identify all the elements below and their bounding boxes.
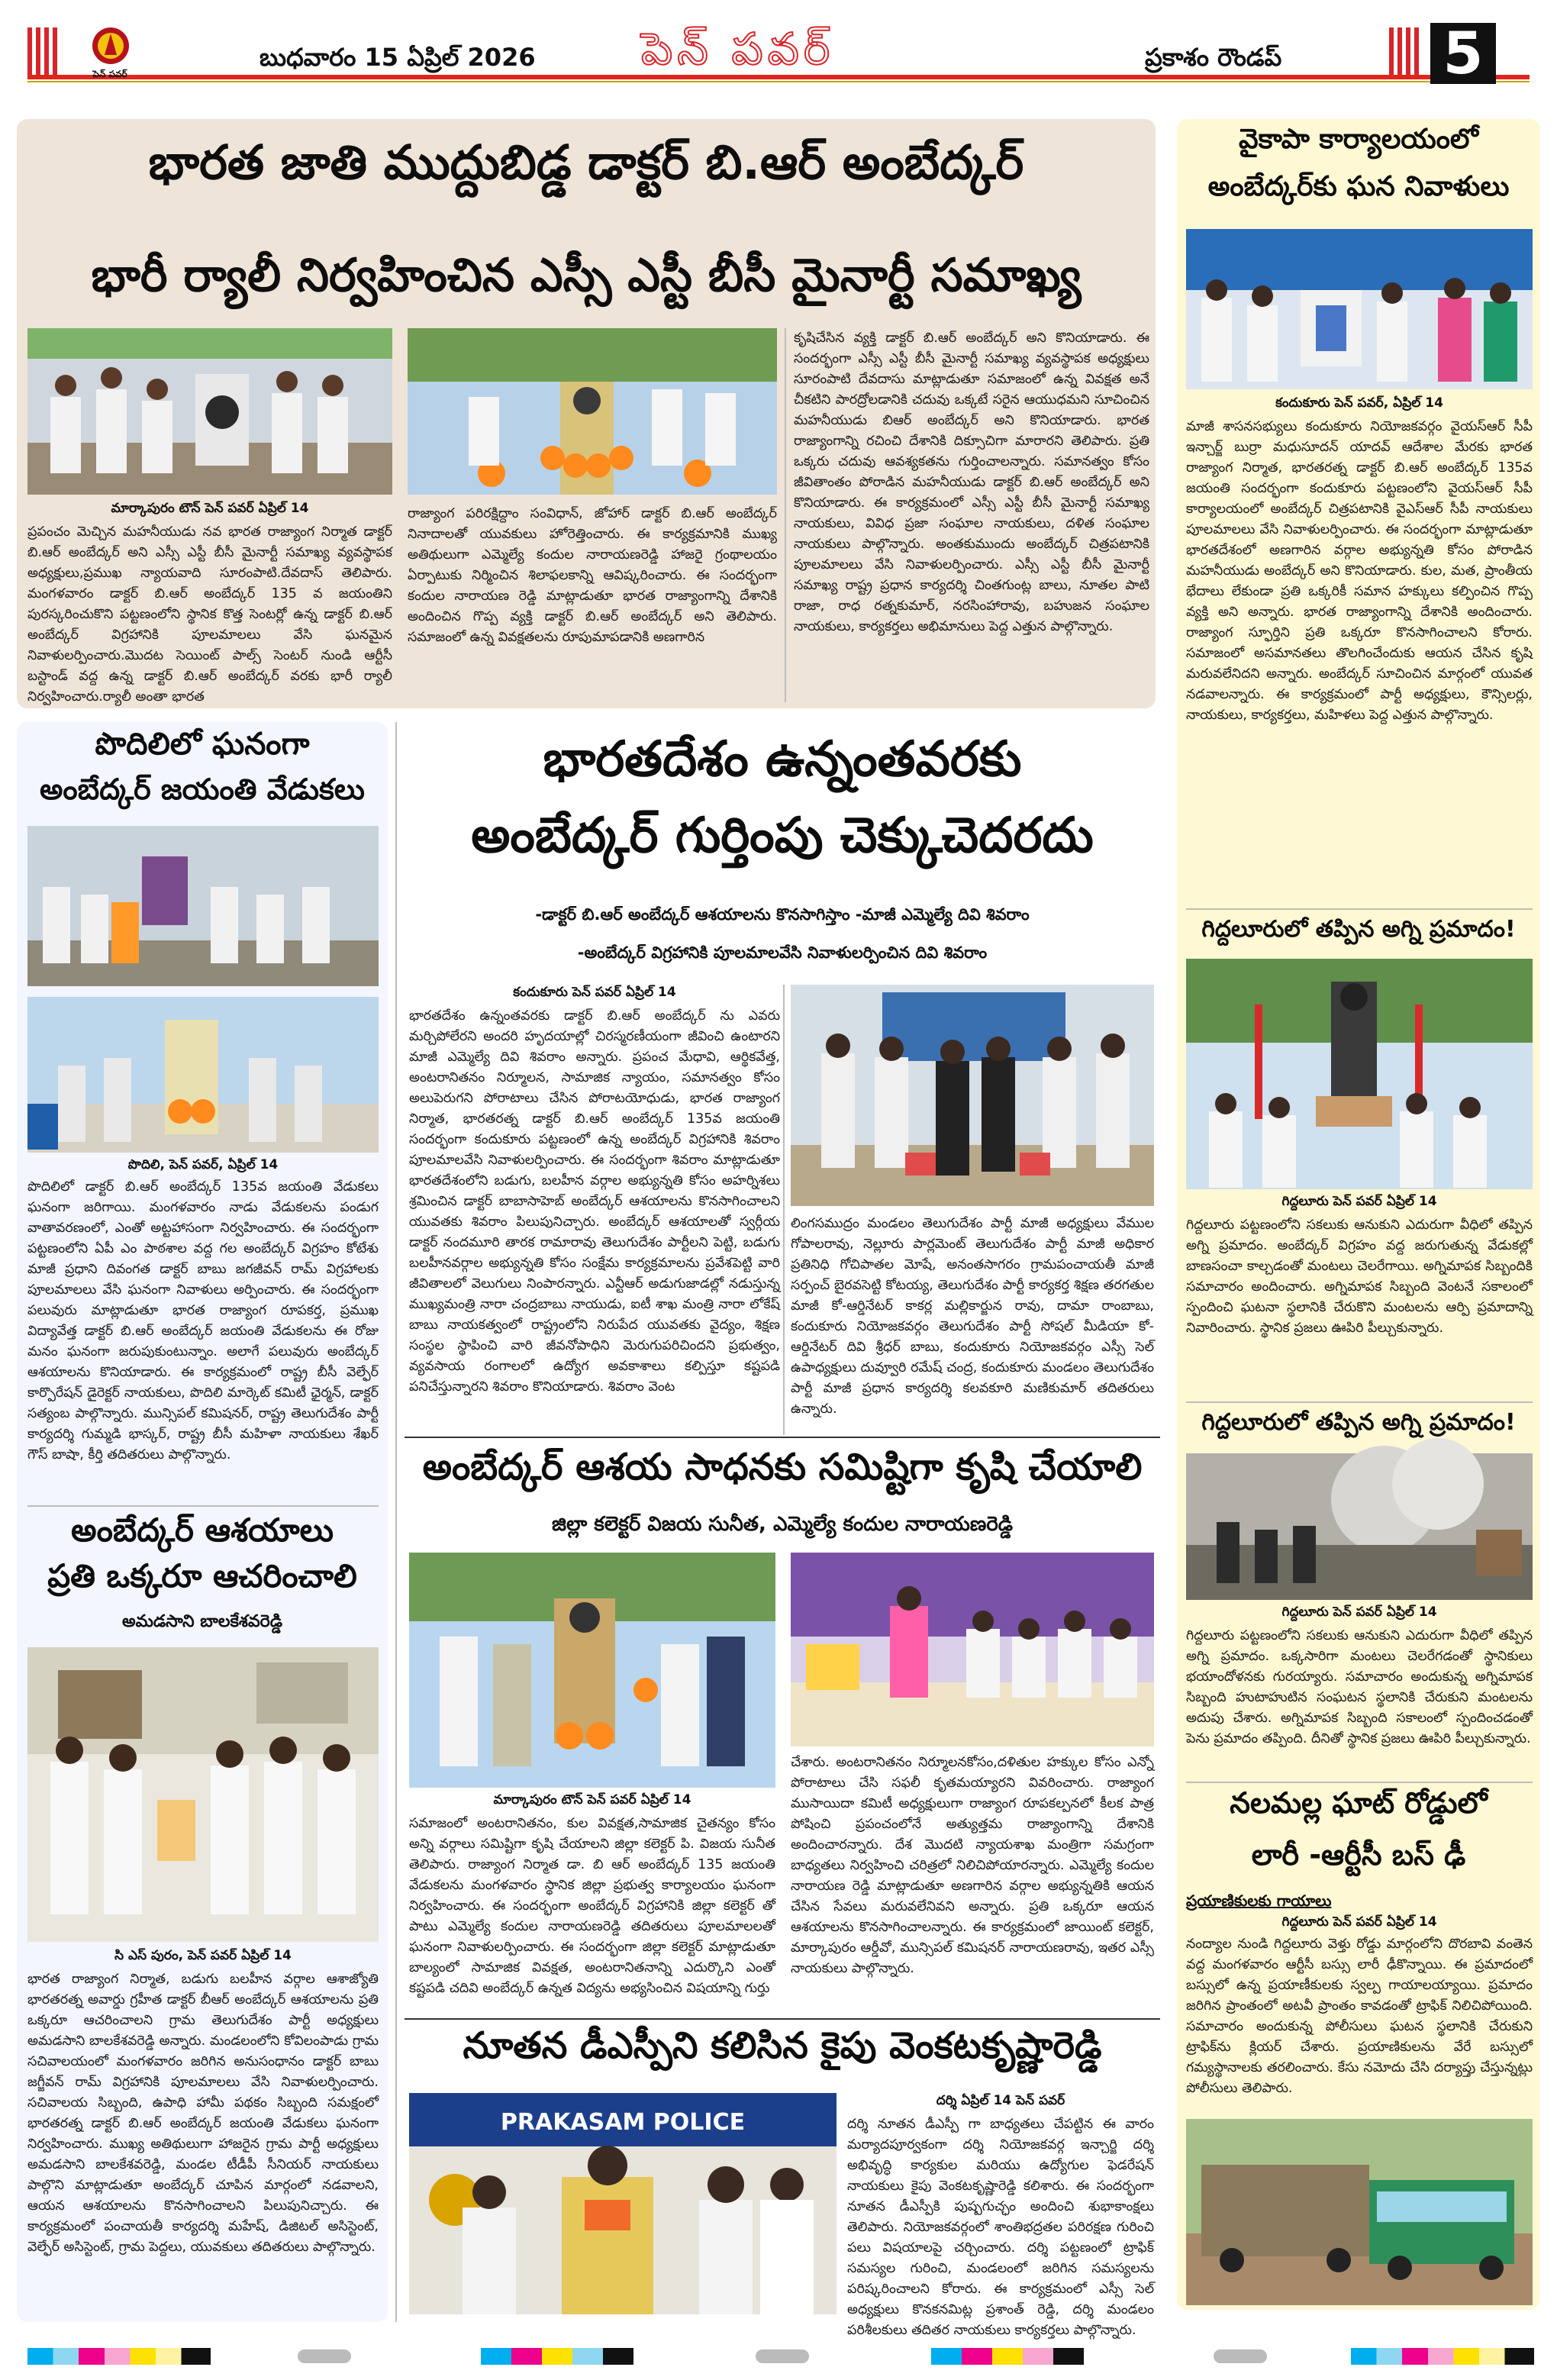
- right-divider-1: [1186, 908, 1533, 910]
- right1-headline-line2: అంబేద్కర్‌కు ఘన నివాళులు: [1207, 171, 1510, 202]
- right4-caption: గిద్దలూరు పెన్ పవర్ ఏప్రిల్ 14: [1281, 1914, 1437, 1930]
- center2-headline: అంబేద్కర్ ఆశయ సాధనకు సమిష్టిగా కృషి చేయాలి: [422, 1446, 1143, 1488]
- right1-photo-caption: కందుకూరు పెన్ పవర్, ఏప్రిల్ 14: [1275, 395, 1443, 411]
- logo-caption: పెన్ పవర్: [92, 69, 127, 79]
- right3-body: గిద్దలూరు పట్టణంలోని సకలుకు ఆనుకుని ఎదురుగా వీధిలో తప్పిన అగ్ని ప్రమాదం. ఒక్కసారిగా మంటలు చెలరేగడంతో స్థానికులు భయాందోళనకు గురయ్యారు. సమాచారం అందుకున్న అగ్నిమాపక సిబ్బంది హుటాహుటిన సంఘటన స్థలానికి చేరుకుని మంటలను అదుపు చేశారు. అగ్నిమాపక సిబ్బంది సకాలంలో స్పందించడంతో పెను ప్రమాదం తప్పింది. దీనితో స్థానిక ప్రజలు ఊపిరి పీల్చుకున్నారు.: [1186, 1628, 1533, 1746]
- center2-photo-statue: [409, 1553, 775, 1788]
- center1-photo: [791, 985, 1154, 1206]
- right1-photo: [1186, 229, 1533, 389]
- center3-body: దర్శి నూతన డీఎస్పీ గా బాధ్యతలు చేపట్టిన ఈ వారం మర్యాదపూర్వకంగా దర్శి నియోజకవర్గ ఇన్చార్జి దర్శి అభివృద్ధి కార్యకుల మరియు ఉద్యోగుల ఫెడరేషన్ నాయకులు కైపు వెంకటకృష్ణారెడ్డి కలిశారు. ఈ సందర్భంగా నూతన డీఎస్పీకి పుష్పగుచ్ఛం అందించి శుభాకాంక్షలు తెలిపారు. నియోజకవర్గంలో శాంతిభద్రతల పరిరక్షణ గురించి పలు విషయాలపై చర్చించారు. దర్శి పట్టణంలో ట్రాఫిక్ సమస్యల గురించి, మండలంలో జరిగిన సమస్యలను పరిష్కరించాలని కోరారు. ఈ కార్యక్రమంలో ఎస్సీ సెల్ అధ్యక్షులు కొనకనమిట్ల ప్రశాంత్ రెడ్డి, దర్శి మండలం పరిశీలకులు తదితర నాయకులు కార్యకర్తలు పాల్గొన్నారు.: [847, 2117, 1154, 2338]
- lead-headline-line2: భారీ ర్యాలీ నిర్వహించిన ఎస్సీ ఎస్టీ బీసీ మైనార్టీ సమాఖ్య: [91, 249, 1082, 302]
- center2-body-col1: సమాజంలో అంటరానితనం, కుల వివక్షత,సామాజిక చైతన్యం కోసం అన్ని వర్గాలు సమిష్టిగా కృషి చేయాలని జిల్లా కలెక్టర్ పి. విజయ సునీత తెలిపారు. రాజ్యాంగ నిర్మాత డా. బి ఆర్ అంబేద్కర్ 135 జయంతి వేడుకలను మంగళవారం స్థానిక జిల్లా ప్రభుత్వ కార్యాలయం ఘనంగా నిర్వహించారు. ఈ సందర్భంగా అంబేద్కర్ విగ్రహానికి జిల్లా కలెక్టర్ తో పాటు ఎమ్మెల్యే కందుల నారాయణరెడ్డి తదితరులు పూలమాలలతో ఘనంగా నివాళులర్పించారు. ఈ సందర్భంగా జిల్లా కలెక్టర్ మాట్లాడుతూ బాల్యంలో సామాజిక వివక్షత, అంటరానితనాన్ని ఎదుర్కొని ఎంతో కష్టపడి చదివి అంబేద్కర్ ఉన్నత విద్యను అభ్యసించిన విషయాన్ని గుర్తు: [409, 1816, 775, 1996]
- left2-photo-caption: సి ఎస్ పురం, పెన్ పవర్ ఏప్రిల్ 14: [114, 1948, 292, 1963]
- left2-headline-line2: ప్రతి ఒక్కరూ ఆచరించాలి: [47, 1557, 357, 1595]
- right4-sub: ప్రయాణికులకు గాయాలు: [1186, 1891, 1332, 1910]
- masthead-title: పెన్ పవర్: [641, 23, 835, 75]
- left1-headline-line1: పొదిలిలో ఘనంగా: [95, 727, 310, 762]
- left2-body: భారత రాజ్యాంగ నిర్మాత, బడుగు బలహీన వర్గాల ఆశాజ్యోతి భారతరత్న అవార్డు గ్రహీత డాక్టర్ బీఆర్ అంబేద్కర్ ఆశయాలను ప్రతి ఒక్కరూ ఆచరించాలని గ్రామ తెలుగుదేశం పార్టీ అధ్యక్షులు అమడసాని బాలకేశవరెడ్డి అన్నారు. మండలంలోని కోవిలంపాడు గ్రామ సచివాలయంలో మంగళవారం జరిగిన అనుసంధానం డాక్టర్ బాబు జగ్జీవన్ రామ్ విగ్రహానికి పూలమాలలు వేసి నివాళులర్పించారు. సచివాలయ సిబ్బంది, ఉపాధి హామీ పథకం సిబ్బంది సమక్షంలో భారతరత్న డాక్టర్ బి.ఆర్ అంబేద్కర్ జయంతి వేడుకలు ఘనంగా నిర్వహించారు. ముఖ్య అతిథులుగా హాజరైన గ్రామ పార్టీ అధ్యక్షులు అమడసాని బాలకేశవరెడ్డి, మండల టీడీపీ సీనియర్ నాయకులు పాల్గొని మాట్లాడుతూ అంబేద్కర్ చూపిన మార్గంలో నడవాలని, ఆయన ఆశయాలను కొనసాగించాలని పిలుపునిచ్చారు. ఈ కార్యక్రమంలో పంచాయతీ కార్యదర్శి మహేష్, డిజిటల్ అసిస్టెంట్, వెల్ఫేర్ అసిస్టెంట్, గ్రామ పెద్దలు, యువకులు తదితరులు పాల్గొన్నారు.: [27, 1972, 379, 2255]
- center3-photo: [409, 2093, 837, 2314]
- center2-photo-stage: [791, 1553, 1154, 1746]
- right4-body: నంద్యాల నుండి గిద్దలూరు వెళ్తు రోడ్డు మార్గంలోని దొరబావి వంతెన వద్ద మంగళవారం ఆర్టీసీ బస్సు లారీ ఢీకొన్నాయి. ఈ ప్రమాదంలో బస్సులో ఉన్న ప్రయాణీకులకు స్వల్ప గాయాలయ్యాయి. ప్రమాదం జరిగిన ప్రాంతంలో అటవీ ప్రాంతం కావడంతో ట్రాఫిక్ నిలిచిపోయింది. సమాచారం అందుకున్న పోలీసులు ఘటన స్థలానికి చేరుకుని ట్రాఫిక్‌ను క్లియర్ చేశారు. ప్రయాణికులను వేరే బస్సులో గమ్యస్థానాలకు తరలించారు. కేసు నమోదు చేసి దర్యాప్తు చేస్తున్నట్లు పోలీసులు తెలిపారు.: [1186, 1937, 1533, 2096]
- right4-headline-line2: లారీ -ఆర్టీసీ బస్ ఢీ: [1251, 1838, 1466, 1872]
- lead-photo-caption: మార్కాపురం టౌన్ పెన్ పవర్ ఏప్రిల్ 14: [111, 501, 309, 516]
- column-divider-center: [783, 985, 785, 1435]
- center1-caption: కందుకూరు పెన్ పవర్ ఏప్రిల్ 14: [513, 985, 676, 1000]
- column-divider-left: [395, 722, 397, 2322]
- lead-photo-rally: [27, 328, 392, 495]
- center1-body-col2: లింగసముద్రం మండలం తెలుగుదేశం పార్టీ మాజీ అధ్యక్షులు వేముల గోపాలరావు, నెల్లూరు పార్లమెంట్ తెలుగుదేశం పార్టీ మాజీ అధికార ప్రతినిధి గోచిపాతల మోషే, అనంతసాగరం గ్రామపంచాయతీ మాజీ సర్పంచ్ బైరవసెట్టి కోటయ్య, తెలుగుదేశం పార్టీ కార్యకర్త శిక్షణ తరగతుల మాజీ కో-ఆర్డినేటర్ కాకర్ల మల్లికార్జున రావు, దామా రాంబాబు, కందుకూరు నియోజకవర్గం తెలుగుదేశం పార్టీ సోషల్ మీడియా కో-ఆర్డినేటర్ దివి శ్రీధర్ బాబు, కందుకూరు నియోజకవర్గం ఎస్సీ సెల్ ఉపాధ్యక్షులు దువ్వూరి రమేష్ చంద్ర, కందుకూరు మండలం తెలుగుదేశం పార్టీ మాజీ ప్రధాన కార్యదర్శి కలవకూరి మణికుమార్ తదితరులు ఉన్నారు.: [791, 1216, 1154, 1417]
- left1-photo-caption: పొదిలి, పెన్ పవర్, ఏప్రిల్ 14: [127, 1157, 279, 1172]
- right4-headline-line1: నలమల్ల ఘాట్ రోడ్డులో: [1230, 1786, 1488, 1820]
- center1-headline-line1: భారతదేశం ఉన్నంతవరకు: [543, 731, 1022, 788]
- center3-headline: నూతన డీఎస్పీని కలిసిన కైపు వెంకటకృష్ణారెడ్డి: [463, 2024, 1102, 2067]
- center1-body-col1: భారతదేశం ఉన్నంతవరకు డాక్టర్ బి.ఆర్ అంబేద్కర్ ను ఎవరు మర్చిపోలేరని అందరి హృదయాల్లో చిరస్మరణీయంగా జీవించి ఉంటారని మాజీ ఎమ్మెల్యే దివి శివరాం అన్నారు. ప్రపంచ మేధావి, ఆర్థికవేత్త, అంటరానితనం నిర్మూలన, సామాజిక న్యాయం, సమానత్వం కోసం అలుపెరుగని పోరాటాలు చేసిన పోరాటయోధుడు, భారత రాజ్యాంగ నిర్మాత, భారతరత్న డాక్టర్ బి.ఆర్ అంబేద్కర్ 135వ జయంతి సందర్భంగా కందుకూరు పట్టణంలో ఉన్న అంబేద్కర్ విగ్రహానికి శివరాం పూలమాలవేసి నివాళులర్పించారు. ఈ సందర్భంగా శివరాం మాట్లాడుతూ భారతదేశంలోని బడుగు, బలహీన వర్గాల అభ్యున్నతి కోసం అహర్నిశలు శ్రమించిన డాక్టర్ బాబాసాహెబ్ అంబేద్కర్ ఆశయాలను కొనసాగించాలని యువతకు శివరాం పిలుపునిచ్చారు. అంబేద్కర్ ఆశయాలతో స్వర్గీయ డాక్టర్ నందమూరి తారక రామారావు తెలుగుదేశం పార్టీలని పెట్టి, బడుగు బలహీనవర్గాల అభ్యున్నతి కోసం సంక్షేమ కార్యక్రమాలను ప్రవేశపెట్టి వారి జీవితాలలో వెలుగులు నింపారన్నారు. ఎన్టీఆర్ అడుగుజాడల్లో నడుస్తున్న ముఖ్యమంత్రి నారా చంద్రబాబు నాయుడు, ఐటీ శాఖ మంత్రి నారా లోకేష్ బాబు నాయకత్వంలో రాష్ట్రంలోని నిరుపేద యువతకు వైద్యం, శిక్షణ సంస్థల స్థాపించి వారి జీవనోపాధిని మెరుగుపరిచిందని ప్రభుత్వం, వ్యవసాయ రంగాలలో ఉద్యోగ అవకాశాలు కల్పిస్తూ కష్టపడి పనిచేస్తున్నారని శివరాం కొనియాడారు. శివరాం వెంట: [409, 1008, 780, 1395]
- center1-sub1: -డాక్టర్ బి.ఆర్ అంబేద్కర్ ఆశయాలను కొనసాగిస్తాం -మాజీ ఎమ్మెల్యే దివి శివరాం: [535, 905, 1030, 924]
- registration-marks-right: [1351, 2348, 1534, 2365]
- right3-photo-caption: గిద్దలూరు పెన్ పవర్ ఏప్రిల్ 14: [1281, 1604, 1437, 1620]
- registration-dot-2: [756, 2349, 809, 2363]
- right2-body: గిద్దలూరు పట్టణంలోని సకలుకు ఆనుకుని ఎదురుగా వీధిలో తప్పిన అగ్ని ప్రమాదం. అంబేద్కర్ విగ్రహం వద్ద జరుగుతున్న వేడుకల్లో బాణసంచా కాల్చడంతో మంటలు చెలరేగాయి. అగ్నిమాపక సిబ్బందికి సమాచారం అందించారు. అగ్నిమాపక సిబ్బంది వెంటనే సకాలంలో స్పందించి ఘటనా స్థలానికి చేరుకొని మంటలను ఆర్పి ప్రమాదాన్ని నివారించారు. స్థానిక ప్రజలు ఊపిరి పీల్చుకున్నారు.: [1186, 1217, 1533, 1336]
- right-divider-2: [1186, 1401, 1533, 1403]
- right1-headline-line1: వైకాపా కార్యాలయంలో: [1239, 124, 1478, 155]
- right4-photo: [1186, 2119, 1533, 2305]
- right1-body: మాజీ శాసనసభ్యులు కందుకూరు నియోజకవర్గం వైయస్ఆర్ సీపీ ఇన్చార్జ్ బుర్రా మధుసూదన్ యాదవ్ ఆదేశాల మేరకు భారత రాజ్యాంగ నిర్మాత, భారతరత్న డాక్టర్ బి.ఆర్ అంబేద్కర్ 135వ జయంతి సందర్భంగా కందుకూరు పట్టణంలోని వైయస్ఆర్ సీపీ కార్యాలయంలో అంబేద్కర్ చిత్రపటానికి వైఎస్ఆర్ సీపీ నాయకులు పూలమాలలు వేసి నివాళులర్పించారు. ఈ సందర్భంగా మాట్లాడుతూ భారతదేశంలో అణగారిన వర్గాల అభ్యున్నతి కోసం పోరాడిన మహనీయుడు అంబేద్కర్ అని కొనియాడారు. కుల, మత, ప్రాంతీయ భేదాలు లేకుండా ప్రతి ఒక్కరికీ సమాన హక్కులు కల్పించిన గొప్ప వ్యక్తి అని అన్నారు. భారత రాజ్యాంగాన్ని దేశానికి అందించారు. రాజ్యాంగ స్ఫూర్తిని ప్రతి ఒక్కరూ కొనసాగించాలని కోరారు. సమాజంలో అసమానతలు తొలగించేందుకు ఆయన చేసిన కృషి మరువలేనిదని అన్నారు. అంబేద్కర్ సూచించిన మార్గంలో యువత నడవాలన్నారు. ఈ కార్యక్రమంలో పార్టీ అధ్యక్షులు, కౌన్సిలర్లు, నాయకులు, కార్యకర్తలు, మహిళలు పెద్ద ఎత్తున పాల్గొన్నారు.: [1186, 419, 1533, 723]
- center2-photo-caption: మార్కాపురం టౌన్ పెన్ పవర్ ఏప్రిల్ 14: [493, 1792, 691, 1808]
- right3-photo: [1186, 1453, 1533, 1600]
- issue-date: బుధవారం 15 ఏప్రిల్ 2026: [260, 43, 536, 72]
- header-stripes-right: [1389, 27, 1420, 76]
- center1-sub2: -అంబేద్కర్ విగ్రహానికి పూలమాలవేసి నివాళులర్పించిన దివి శివరాం: [577, 943, 988, 962]
- center-separator-1: [405, 1437, 1160, 1438]
- right2-photo-caption: గిద్దలూరు పెన్ పవర్ ఏప్రిల్ 14: [1281, 1194, 1437, 1209]
- registration-marks-center2: [931, 2348, 1084, 2365]
- lead-body-col1: ప్రపంచం మెచ్చిన మహనీయుడు నవ భారత రాజ్యాంగ నిర్మాత డాక్టర్ బి.ఆర్ అంబేద్కర్ అని ఎస్సీ ఎస్టీ బీసీ మైనార్టీ సమాఖ్య వ్యవస్థాపక అధ్యక్షులు,ప్రముఖ న్యాయవాది సూరంపాటి.దేవదాస్ తెలిపారు. మంగళవారం డాక్టర్ బి.ఆర్ అంబేద్కర్ 135 వ జయంతిని పురస్కరించుకొని పట్టణంలోని స్థానిక కొత్త సెంటర్లో ఉన్న డాక్టర్ బి.ఆర్ అంబేద్కర్ విగ్రహానికి పూలమాలలు వేసి ఘనమైన నివాళులర్పించారు.మొదట సెయింట్ పాల్స్ సెంటర్ నుండి ఆర్టీసీ బస్టాండ్ వద్ద ఉన్న డాక్టర్ బి.ఆర్ అంబేద్కర్ వరకు భారీ ర్యాలీ నిర్వహించారు.ర్యాలీ అంతా భారత: [27, 524, 392, 705]
- left1-headline-line2: అంబేద్కర్ జయంతి వేడుకలు: [40, 772, 365, 806]
- center-separator-2: [405, 2018, 1160, 2020]
- left1-photo-top: [27, 826, 379, 986]
- lead-body-col3: కృషిచేసిన వ్యక్తి డాక్టర్ బి.ఆర్ అంబేద్కర్ అని కొనియాడారు. ఈ సందర్భంగా ఎస్సీ ఎస్టీ బీసీ మైనార్టీ సమాఖ్య వ్యవస్థాపక అధ్యక్షులు సూరంపాటి దేవదాసు మాట్లాడుతూ సమాజంలో ఉన్న వివక్షత అనే చీకటిని పారద్రోలడానికి చదువు ఒక్కటే సరైన ఆయుధమని సూచించిన మహనీయుడు బిఆర్ అంబేద్కర్ అని కొనియాడారు. భారత రాజ్యాంగాన్ని రచించి దేశానికి దిక్సూచిగా మారారని తెలిపారు. ప్రతి ఒక్కరు చదువు ఆవశ్యకతను గుర్తించాలన్నారు. సమానత్వం కోసం జీవితాంతం పోరాడిన మహనీయుడు డాక్టర్ బి.ఆర్ అంబేద్కర్ అని కొనియాడారు. ఈ కార్యక్రమంలో ఎస్సీ ఎస్టీ బీసీ మైనార్టీ సమాఖ్య నాయకులు, వివిధ ప్రజా సంఘాల నాయకులు, దళిత సంఘాల నాయకులు పాల్గొన్నారు. అంతకుముందు అంబేద్కర్ చిత్రపటానికి పూలమాలలు వేసి నివాళులర్పించారు. ఎస్సీ ఎస్టీ బీసీ మైనార్టీ సమాఖ్య రాష్ట్ర ప్రధాన కార్యదర్శి చింతగుంట్ల బాలు, నూతల పాటి రాజా, రాధ రత్నకుమార్, నరసింహారావు, బహుజన సంఘాల నాయకులు, కార్యకర్తలు అభిమానులు పెద్ద ఎత్తున పాల్గొన్నారు.: [794, 331, 1149, 634]
- registration-dot-3: [1214, 2349, 1267, 2363]
- lead-body-col2: రాజ్యాంగ పరిరక్షిద్దాం సంవిధాన్, జోహార్ డాక్టర్ బి.ఆర్ అంబేద్కర్ నినాదాలతో యువకులు హోరెత్తించారు. ఈ కార్యక్రమానికి ముఖ్య అతిథులుగా ఎమ్మెల్యే కందుల నారాయణరెడ్డి హాజరై గ్రంథాలయం ఏర్పాటుకు నిర్మించిన శిలాఫలకాన్ని ఆవిష్కరించారు. ఈ సందర్భంగా కందుల నారాయణ రెడ్డి మాట్లాడుతూ భారత రాజ్యాంగాన్ని దేశానికి అందించిన గొప్ప వ్యక్తి డాక్టర్ బి.ఆర్ అంబేద్కర్ అని తెలిపారు. సమాజంలో ఉన్న వివక్షతలను రూపుమాపడానికి అణగారిన: [408, 506, 777, 645]
- registration-marks-left: [27, 2348, 211, 2365]
- center2-sub: జిల్లా కలెక్టర్ విజయ సునీత, ఎమ్మెల్యే కందుల నారాయణరెడ్డి: [552, 1513, 1013, 1536]
- center1-headline-line2: అంబేద్కర్ గుర్తింపు చెక్కుచెదరదు: [471, 808, 1094, 864]
- right-divider-3: [1186, 1782, 1533, 1783]
- left2-photo: [27, 1647, 379, 1942]
- lead-headline-line1: భారత జాతి ముద్దుబిడ్డ డాక్టర్ బి.ఆర్ అంబేద్కర్: [148, 134, 1024, 190]
- header-stripes-left: [27, 27, 58, 76]
- section-name: ప్రకాశం రౌండప్: [1145, 43, 1282, 72]
- right2-headline: గిద్దలూరులో తప్పిన అగ్ని ప్రమాదం!: [1201, 916, 1516, 943]
- lead-photo-statue: [408, 328, 777, 495]
- column-divider-lead: [785, 328, 786, 702]
- center2-body-col2: చేశారు. అంటరానితనం నిర్మూలనకోసం,దళితుల హక్కుల కోసం ఎన్నో పోరాటాలు చేసి సఫలీ కృతమయ్యారని వివరించారు. రాజ్యాంగ ముసాయిదా కమిటీ అధ్యక్షులుగా రాజ్యాంగ రూపకల్పనలో కీలక పాత్ర పోషించి ప్రపంచంలోనే అత్యుత్తమ రాజ్యాంగాన్ని దేశానికి అందించారన్నారు. దేశ మొదటి న్యాయశాఖ మంత్రిగా సమగ్రంగా బాధ్యతలు నిర్వహించి చరిత్రలో నిలిచిపోయారన్నారు. ఎమ్మెల్యే కందుల నారాయణ రెడ్డి మాట్లాడుతూ అణగారిన వర్గాల అభ్యున్నతికి ఆయన చేసిన సేవలు మరువలేనివని అన్నారు. ప్రతి ఒక్కరూ ఆయన ఆశయాలను కొనసాగించాలన్నారు. ఈ కార్యక్రమంలో జాయింట్ కలెక్టర్, మార్కాపురం ఆర్డీవో, మున్సిపల్ కమిషనర్ నారాయణరావు, ఇతర ఎస్సీ నాయకులు పాల్గొన్నారు.: [791, 1755, 1154, 1976]
- left1-body: పొదిలిలో డాక్టర్ బి.ఆర్ అంబేద్కర్ 135వ జయంతి వేడుకలు ఘనంగా జరిగాయి. మంగళవారం నాడు వేడుకలను పండుగ వాతావరణంలో, ఎంతో అట్టహాసంగా నిర్వహించారు. ఈ సందర్భంగా పట్టణంలోని ఏపీ ఎం పాఠశాల వద్ద గల అంబేద్కర్ విగ్రహం కోటేశు మాజీ ప్రధాని దివంగత డాక్టర్ బాబు జగజీవన్ రామ్ విగ్రహాలకు పూలమాలలు వేసి ఘనంగా నివాళులు అర్పించారు. ఈ సందర్భంగా పలువురు మాట్లాడుతూ భారత రాజ్యాంగ రూపకర్త, ప్రముఖ విద్యావేత్త డాక్టర్ బి.ఆర్ అంబేద్కర్ జయంతి వేడుకలను ఈ రోజు మనం ఘనంగా జరుపుకుంటున్నాం. అలాగే పలువురు అంబేద్కర్ ఆశయాలను కొనియాడారు. ఈ కార్యక్రమంలో రాష్ట్ర బీసీ వెల్ఫేర్ కార్పొరేషన్ డైరెక్టర్ నాయకులు, పొదిలి మార్కెట్ కమిటీ ఛైర్మన్, డాక్టర్ సత్యంబ పాల్గొన్నారు. మున్సిపల్ కమిషనర్, రాష్ట్ర తెలుగుదేశం పార్టీ కార్యదర్శి గుమ్మడి భాస్కర్, రాష్ట్ర బీసీ మహిళా నాయకులు శేఖర్ గౌస్ బాషా, కీర్తి తదితరులు పాల్గొన్నారు.: [27, 1179, 379, 1463]
- page-number: 5: [1430, 23, 1496, 84]
- police-sign-text: PRAKASAM POLICE: [500, 2109, 746, 2136]
- right2-photo: [1186, 959, 1533, 1189]
- center3-caption: దర్శి ఏప్రిల్ 14 పెన్ పవర్: [936, 2093, 1065, 2108]
- left2-headline-line1: అంబేద్కర్ ఆశయాలు: [71, 1511, 334, 1549]
- left2-byline: అమడసాని బాలకేశవరెడ్డి: [122, 1612, 282, 1631]
- right3-headline: గిద్దలూరులో తప్పిన అగ్ని ప్రమాదం!: [1201, 1409, 1516, 1436]
- registration-marks-center: [481, 2348, 633, 2365]
- left-divider: [27, 1505, 379, 1507]
- registration-dot-1: [298, 2349, 351, 2363]
- left1-photo-bottom: [27, 997, 379, 1153]
